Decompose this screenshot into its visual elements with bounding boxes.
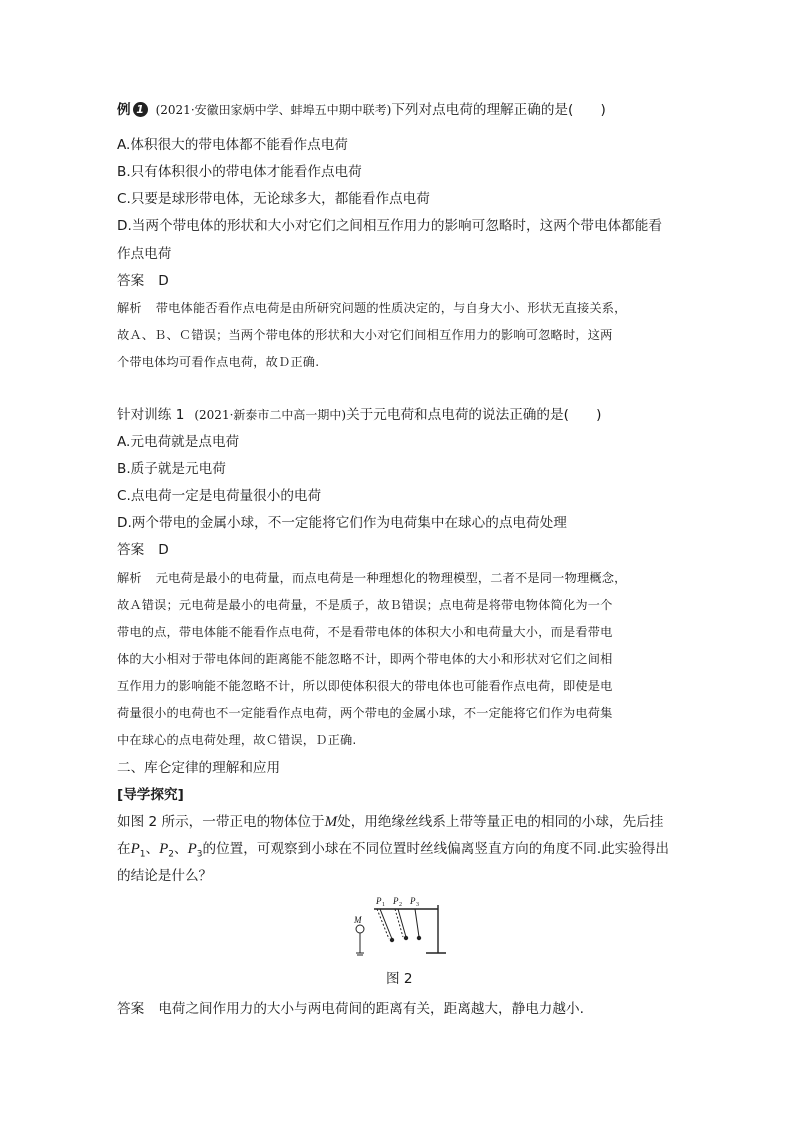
example-option-d: D.当两个带电体的形状和大小对它们之间相互作用力的影响可忽略时，这两个带电体都能看 — [117, 218, 662, 234]
label-p3: P — [410, 896, 416, 906]
section-title: 二、库仑定律的理解和应用 — [117, 760, 281, 776]
example-option-c: C.只要是球形带电体，无论球多大，都能看作点电荷 — [117, 191, 430, 207]
paragraph-text: 的位置，可观察到小球在不同位置时丝线偏离竖直方向的角度不同.此实验得出 — [202, 841, 670, 857]
training-answer — [117, 541, 169, 559]
training-analysis-line-2: 故Ａ错误；元电荷是最小的电荷量，不是质子，故Ｂ错误；点电荷是将带电物体简化为一个 — [117, 598, 613, 612]
example-label: 例 — [117, 102, 131, 118]
label-p1-sub: 1 — [382, 902, 385, 908]
training-heading — [117, 406, 601, 424]
section-paragraph-line-1 — [117, 813, 663, 831]
answer-label: 答案 — [117, 542, 145, 558]
label-p2: P — [393, 896, 399, 906]
example-question: 下列对点电荷的理解正确的是( ) — [391, 102, 606, 118]
example-analysis-line-3: 个带电体均可看作点电荷，故Ｄ正确. — [117, 355, 320, 369]
section-answer — [117, 1000, 584, 1018]
example-analysis-line-1 — [117, 299, 627, 317]
example-heading — [117, 101, 606, 119]
thread-p1 — [380, 909, 392, 939]
example-analysis-line-2: 故Ａ、Ｂ、Ｃ错误；当两个带电体的形状和大小对它们间相互作用力的影响可忽略时，这两 — [117, 328, 613, 342]
training-analysis-line-5: 互作用力的影响能不能忽略不计，所以即使体积很大的带电体也可能看作点电荷，即使是电 — [117, 679, 613, 693]
example-option-a: A.体积很大的带电体都不能看作点电荷 — [117, 137, 348, 153]
training-label: 针对训练 1 — [117, 407, 185, 423]
var-p3: P — [187, 841, 197, 857]
training-analysis-line-7: 中在球心的点电荷处理，故Ｃ错误，Ｄ正确. — [117, 733, 357, 747]
answer-value: D — [158, 542, 169, 558]
object-m-sphere — [356, 925, 364, 933]
figure-caption: 图 2 — [386, 971, 413, 987]
training-option-d: D.两个带电的金属小球，不一定能将它们作为电荷集中在球心的点电荷处理 — [117, 515, 567, 531]
label-p2-sub: 2 — [399, 902, 402, 908]
analysis-label: 解析 — [117, 301, 142, 315]
training-analysis-line-6: 荷量很小的电荷也不一定能看作点电荷，两个带电的金属小球，不一定能将它们作为电荷集 — [117, 706, 613, 720]
separator: 、 — [174, 841, 188, 857]
analysis-text: 元电荷是最小的电荷量，而点电荷是一种理想化的物理模型，二者不是同一物理概念， — [155, 571, 627, 585]
thread-p3 — [415, 909, 419, 937]
answer-value: 电荷之间作用力的大小与两电荷间的距离有关，距离越大，静电力越小. — [158, 1001, 584, 1017]
paragraph-text: 在 — [117, 841, 131, 857]
example-option-b: B.只有体积很小的带电体才能看作点电荷 — [117, 164, 362, 180]
section-paragraph-line-2 — [117, 840, 669, 864]
thread-p1-reference — [377, 909, 389, 939]
training-option-b: B.质子就是元电荷 — [117, 461, 226, 477]
var-p2: P — [159, 841, 169, 857]
ball-p1 — [390, 938, 394, 942]
section-paragraph-line-3: 的结论是什么？ — [117, 868, 213, 884]
coulomb-experiment-figure — [352, 893, 448, 961]
paragraph-text: 处，用绝缘丝线系上带等量正电的相同的小球，先后挂 — [337, 814, 664, 830]
training-option-c: C.点电荷一定是电荷量很小的电荷 — [117, 488, 322, 504]
example-number-badge: 1 — [133, 102, 148, 117]
training-question: 关于元电荷和点电荷的说法正确的是( ) — [346, 407, 602, 423]
ball-p2 — [404, 936, 408, 940]
training-analysis-line-1 — [117, 569, 627, 587]
example-option-d-cont: 作点电荷 — [117, 246, 172, 262]
var-m: M — [324, 814, 338, 830]
section-subtitle: [导学探究] — [117, 787, 184, 803]
analysis-text: 带电体能否看作点电荷是由所研究问题的性质决定的，与自身大小、形状无直接关系， — [155, 301, 627, 315]
answer-value: D — [158, 273, 169, 289]
training-option-a: A.元电荷就是点电荷 — [117, 434, 240, 450]
example-answer — [117, 272, 169, 290]
sub-3: 3 — [196, 849, 203, 860]
ball-p3 — [417, 936, 421, 940]
training-source: (2021·新泰市二中高一期中) — [194, 408, 347, 422]
example-source: (2021·安徽田家炳中学、蚌埠五中期中联考) — [155, 103, 392, 117]
separator: 、 — [145, 841, 160, 857]
label-p1: P — [376, 896, 382, 906]
sub-2: 2 — [168, 849, 174, 860]
analysis-label: 解析 — [117, 571, 142, 585]
paragraph-text: 如图 2 所示，一带正电的物体位于 — [117, 814, 325, 830]
training-analysis-line-4: 体的大小相对于带电体间的距离能不能忽略不计，即两个带电体的大小和形状对它们之间相 — [117, 652, 613, 666]
answer-label: 答案 — [117, 1001, 145, 1017]
sub-1: 1 — [139, 849, 146, 860]
label-p3-sub: 3 — [416, 902, 419, 908]
var-p1: P — [130, 841, 140, 857]
answer-label: 答案 — [117, 273, 145, 289]
training-analysis-line-3: 带电的点，带电体能不能看作点电荷，不是看带电体的体积大小和电荷量大小，而是看带电 — [117, 625, 613, 639]
label-m: M — [354, 915, 362, 925]
